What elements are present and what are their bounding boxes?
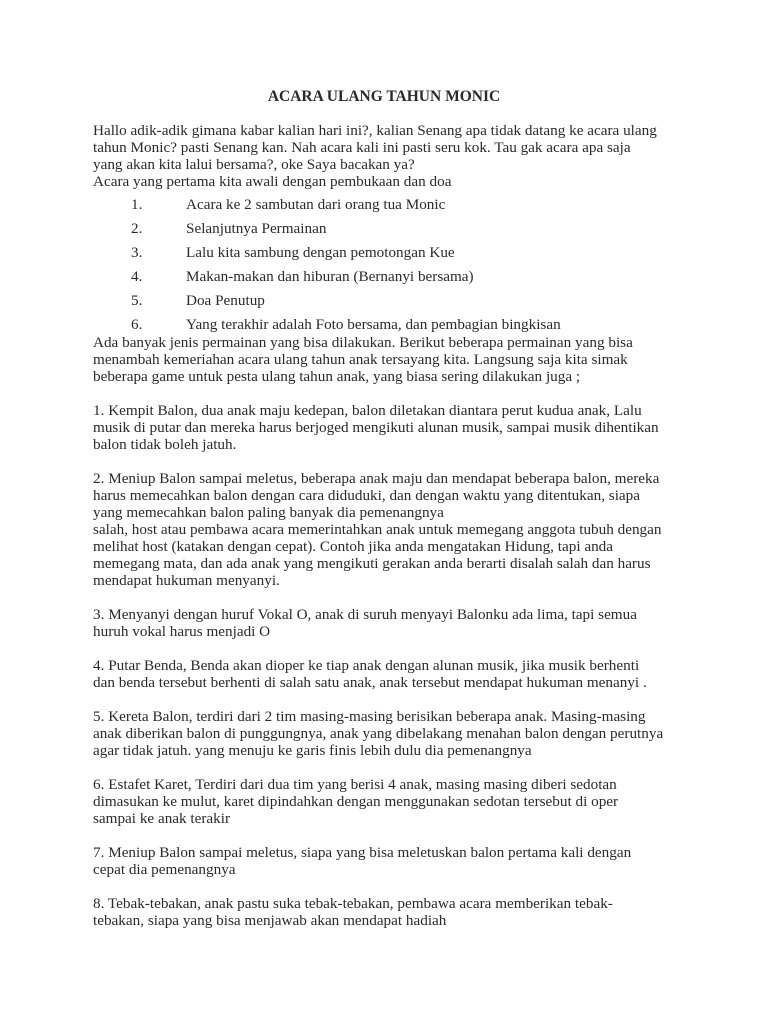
paragraph-line: balon tidak boleh jatuh. <box>93 436 237 453</box>
agenda-item-text: Makan-makan dan hiburan (Bernanyi bersama) <box>186 268 474 285</box>
paragraph-line: dan benda tersebut berhenti di salah satu anak, anak tersebut mendapat hukuman menanyi . <box>93 674 647 691</box>
paragraph-line: 8. Tebak-tebakan, anak pastu suka tebak-tebakan, pembawa acara memberikan tebak- <box>93 895 613 912</box>
paragraph-line: 2. Meniup Balon sampai meletus, beberapa anak maju dan mendapat beberapa balon, mereka <box>93 470 660 487</box>
intro-line: yang akan kita lalui bersama?, oke Saya bacakan ya? <box>93 156 415 173</box>
paragraph-line: agar tidak jatuh. yang menuju ke garis finis lebih dulu dia pemenangnya <box>93 742 532 759</box>
agenda-item-number: 5. <box>131 292 143 309</box>
paragraph-line: 6. Estafet Karet, Terdiri dari dua tim yang berisi 4 anak, masing masing diberi sedotan <box>93 776 617 793</box>
paragraph-line: tebakan, siapa yang bisa menjawab akan mendapat hadiah <box>93 912 447 929</box>
paragraph-line: huruh vokal harus menjadi O <box>93 623 271 640</box>
paragraph-line: melihat host (katakan dengan cepat). Contoh jika anda mengatakan Hidung, tapi anda <box>93 538 614 555</box>
paragraph-line: dimasukan ke mulut, karet dipindahkan dengan menggunakan sedotan tersebut di oper <box>93 793 619 810</box>
intro-line: Hallo adik-adik gimana kabar kalian hari ini?, kalian Senang apa tidak datang ke acara ulang <box>93 122 657 139</box>
intro-line: Acara yang pertama kita awali dengan pembukaan dan doa <box>93 173 452 190</box>
paragraph-line: harus memecahkan balon dengan cara diduduki, dan dengan waktu yang ditentukan, siapa <box>93 487 640 504</box>
paragraph-line: 4. Putar Benda, Benda akan dioper ke tiap anak dengan alunan musik, jika musik berhenti <box>93 657 640 674</box>
agenda-item-text: Acara ke 2 sambutan dari orang tua Monic <box>186 196 446 213</box>
agenda-item-text: Selanjutnya Permainan <box>186 220 327 237</box>
document-title: ACARA ULANG TAHUN MONIC <box>267 88 501 105</box>
paragraph-line: anak diberikan balon di punggungnya, anak yang dibelakang menahan balon dengan perutnya <box>93 725 664 742</box>
agenda-item-number: 6. <box>131 316 143 333</box>
paragraph-line: musik di putar dan mereka harus berjoged mengikuti alunan musik, sampai musik dihentikan <box>93 419 659 436</box>
paragraph-line: beberapa game untuk pesta ulang tahun anak, yang biasa sering dilakukan juga ; <box>93 368 581 385</box>
paragraph-line: memegang mata, dan ada anak yang mengikuti gerakan anda berarti disalah salah dan harus <box>93 555 651 572</box>
agenda-item-number: 2. <box>131 220 143 237</box>
agenda-item-text: Yang terakhir adalah Foto bersama, dan pembagian bingkisan <box>186 316 561 333</box>
paragraph-line: Ada banyak jenis permainan yang bisa dilakukan. Berikut beberapa permainan yang bisa <box>93 334 633 351</box>
paragraph-line: 5. Kereta Balon, terdiri dari 2 tim masing-masing berisikan beberapa anak. Masing-masing <box>93 708 646 725</box>
paragraph-line: menambah kemeriahan acara ulang tahun anak tersayang kita. Langsung saja kita simak <box>93 351 628 368</box>
paragraph-line: yang memecahkan balon paling banyak dia pemenangnya <box>93 504 444 521</box>
intro-line: tahun Monic? pasti Senang kan. Nah acara kali ini pasti seru kok. Tau gak acara apa saja <box>93 139 631 156</box>
paragraph-line: cepat dia pemenangnya <box>93 861 236 878</box>
paragraph-line: salah, host atau pembawa acara memerintahkan anak untuk memegang anggota tubuh dengan <box>93 521 662 538</box>
agenda-item-number: 1. <box>131 196 143 213</box>
paragraph-line: 7. Meniup Balon sampai meletus, siapa yang bisa meletuskan balon pertama kali dengan <box>93 844 632 861</box>
paragraph-line: 3. Menyanyi dengan huruf Vokal O, anak di suruh menyayi Balonku ada lima, tapi semua <box>93 606 637 623</box>
paragraph-line: sampai ke anak terakir <box>93 810 231 827</box>
agenda-item-text: Lalu kita sambung dengan pemotongan Kue <box>186 244 455 261</box>
agenda-item-text: Doa Penutup <box>186 292 265 309</box>
paragraph-line: 1. Kempit Balon, dua anak maju kedepan, balon diletakan diantara perut kudua anak, Lalu <box>93 402 642 419</box>
agenda-item-number: 3. <box>131 244 143 261</box>
paragraph-line: mendapat hukuman menyanyi. <box>93 572 280 589</box>
agenda-item-number: 4. <box>131 268 143 285</box>
